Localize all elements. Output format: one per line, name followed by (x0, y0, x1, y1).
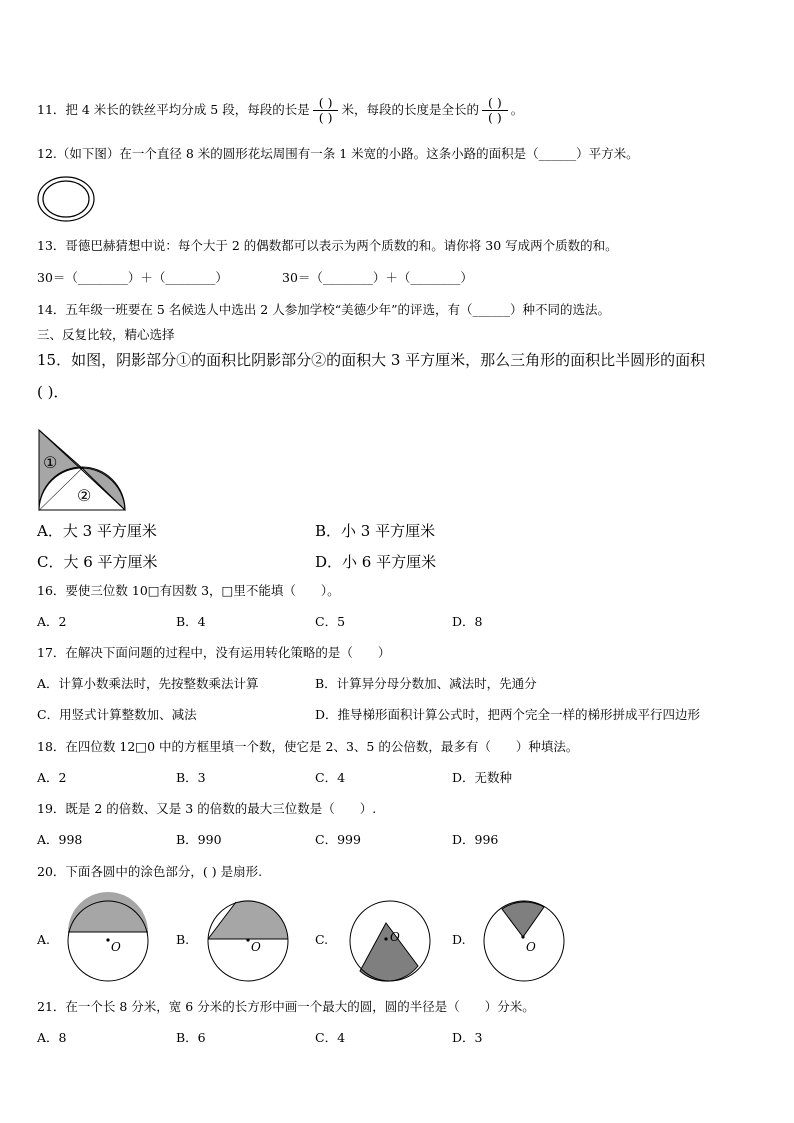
q15-option-c[interactable]: C．大 6 平方厘米 (37, 553, 158, 571)
triangle-semicircle-figure (37, 428, 129, 512)
q18-option-c[interactable]: C．4 (315, 770, 346, 785)
svg-text:O: O (390, 930, 400, 944)
q20-option-b[interactable]: B. (176, 932, 190, 947)
ring-figure (37, 176, 97, 224)
q17-option-a[interactable]: A．计算小数乘法时，先按整数乘法计算 (37, 676, 259, 691)
q21-option-d[interactable]: D．3 (452, 1030, 483, 1045)
q18-option-d[interactable]: D．无数种 (452, 770, 513, 785)
question-15: 15．如图，阴影部分①的面积比阴影部分②的面积大 3 平方厘米，那么三角形的面积比半圆形的面积 (37, 351, 706, 369)
q20-option-d[interactable]: D. (452, 932, 466, 947)
q16-option-c[interactable]: C．5 (315, 614, 346, 629)
question-21: 21．在一个长 8 分米，宽 6 分米的长方形中画一个最大的圆，圆的半径是（ ）分米。 (37, 999, 535, 1014)
q19-option-a[interactable]: A．998 (37, 832, 83, 847)
circle-d[interactable] (482, 899, 566, 983)
label-2: ② (77, 486, 92, 505)
q17-option-b[interactable]: B．计算异分母分数加、减法时，先通分 (315, 676, 537, 691)
q13-equation-1: 30＝（________）＋（________） (37, 270, 228, 285)
q13-equation-2: 30＝（________）＋（________） (282, 270, 473, 285)
q21-option-c[interactable]: C．4 (315, 1030, 346, 1045)
q15-option-b[interactable]: B．小 3 平方厘米 (315, 522, 436, 540)
q20-option-c[interactable]: C. (315, 932, 329, 947)
question-19: 19．既是 2 的倍数、又是 3 的倍数的最大三位数是（ ）. (37, 801, 377, 816)
question-15-line2: ( )． (37, 383, 69, 401)
question-13: 13．哥德巴赫猜想中说：每个大于 2 的偶数都可以表示为两个质数的和。请你将 30 写成两个质数的和。 (37, 238, 618, 253)
q18-option-b[interactable]: B．3 (176, 770, 206, 785)
q21-option-b[interactable]: B．6 (176, 1030, 206, 1045)
q17-option-c[interactable]: C．用竖式计算整数加、减法 (37, 707, 197, 722)
q11-text: 11．把 4 米长的铁丝平均分成 5 段，每段的长是 (37, 102, 310, 117)
q15-option-a[interactable]: A．大 3 平方厘米 (37, 522, 157, 540)
q11-text-2: 米，每段的长度是全长的 (341, 102, 479, 117)
fraction-blank: $\frac{( )}{( )}$ (482, 96, 508, 125)
q16-option-d[interactable]: D．8 (452, 614, 483, 629)
q20-option-a[interactable]: A. (37, 932, 51, 947)
q19-option-c[interactable]: C．999 (315, 832, 361, 847)
question-20: 20．下面各圆中的涂色部分，( ) 是扇形. (37, 864, 263, 879)
q21-option-a[interactable]: A．8 (37, 1030, 67, 1045)
label-1: ① (43, 453, 58, 472)
q19-option-b[interactable]: B．990 (176, 832, 222, 847)
q16-option-a[interactable]: A．2 (37, 614, 67, 629)
q19-option-d[interactable]: D．996 (452, 832, 499, 847)
fraction-blank: $\frac{( )}{( )}$ (313, 96, 339, 125)
question-16: 16．要使三位数 10□有因数 3，□里不能填（ ）。 (37, 583, 340, 598)
circle-a[interactable] (66, 899, 150, 983)
svg-text:O: O (251, 940, 261, 954)
q16-option-b[interactable]: B．4 (176, 614, 206, 629)
q18-option-a[interactable]: A．2 (37, 770, 67, 785)
svg-text:O: O (111, 940, 121, 954)
circle-c[interactable] (348, 899, 432, 983)
question-17: 17．在解决下面问题的过程中，没有运用转化策略的是（ ） (37, 645, 391, 660)
question-11: 11．把 4 米长的铁丝平均分成 5 段，每段的长是 $\frac{( )}{( )}$ 米，每段的长度是全长的 $\frac{( )}{( )}$ 。 (37, 95, 524, 125)
question-18: 18．在四位数 12□0 中的方框里填一个数，使它是 2、3、5 的公倍数，最多有（ ）种填法。 (37, 739, 579, 754)
q17-option-d[interactable]: D．推导梯形面积计算公式时，把两个完全一样的梯形拼成平行四边形 (315, 707, 701, 722)
question-14: 14．五年级一班要在 5 名候选人中选出 2 人参加学校“美德少年”的评选，有（______）种不同的选法。 (37, 302, 610, 317)
q15-option-d[interactable]: D．小 6 平方厘米 (315, 553, 437, 571)
question-12: 12.（如下图）在一个直径 8 米的圆形花坛周围有一条 1 米宽的小路。这条小路的面积是（______）平方米。 (37, 146, 639, 161)
section-heading: 三、反复比较，精心选择 (37, 327, 175, 342)
circle-b[interactable] (206, 899, 290, 983)
svg-text:O: O (526, 940, 536, 954)
